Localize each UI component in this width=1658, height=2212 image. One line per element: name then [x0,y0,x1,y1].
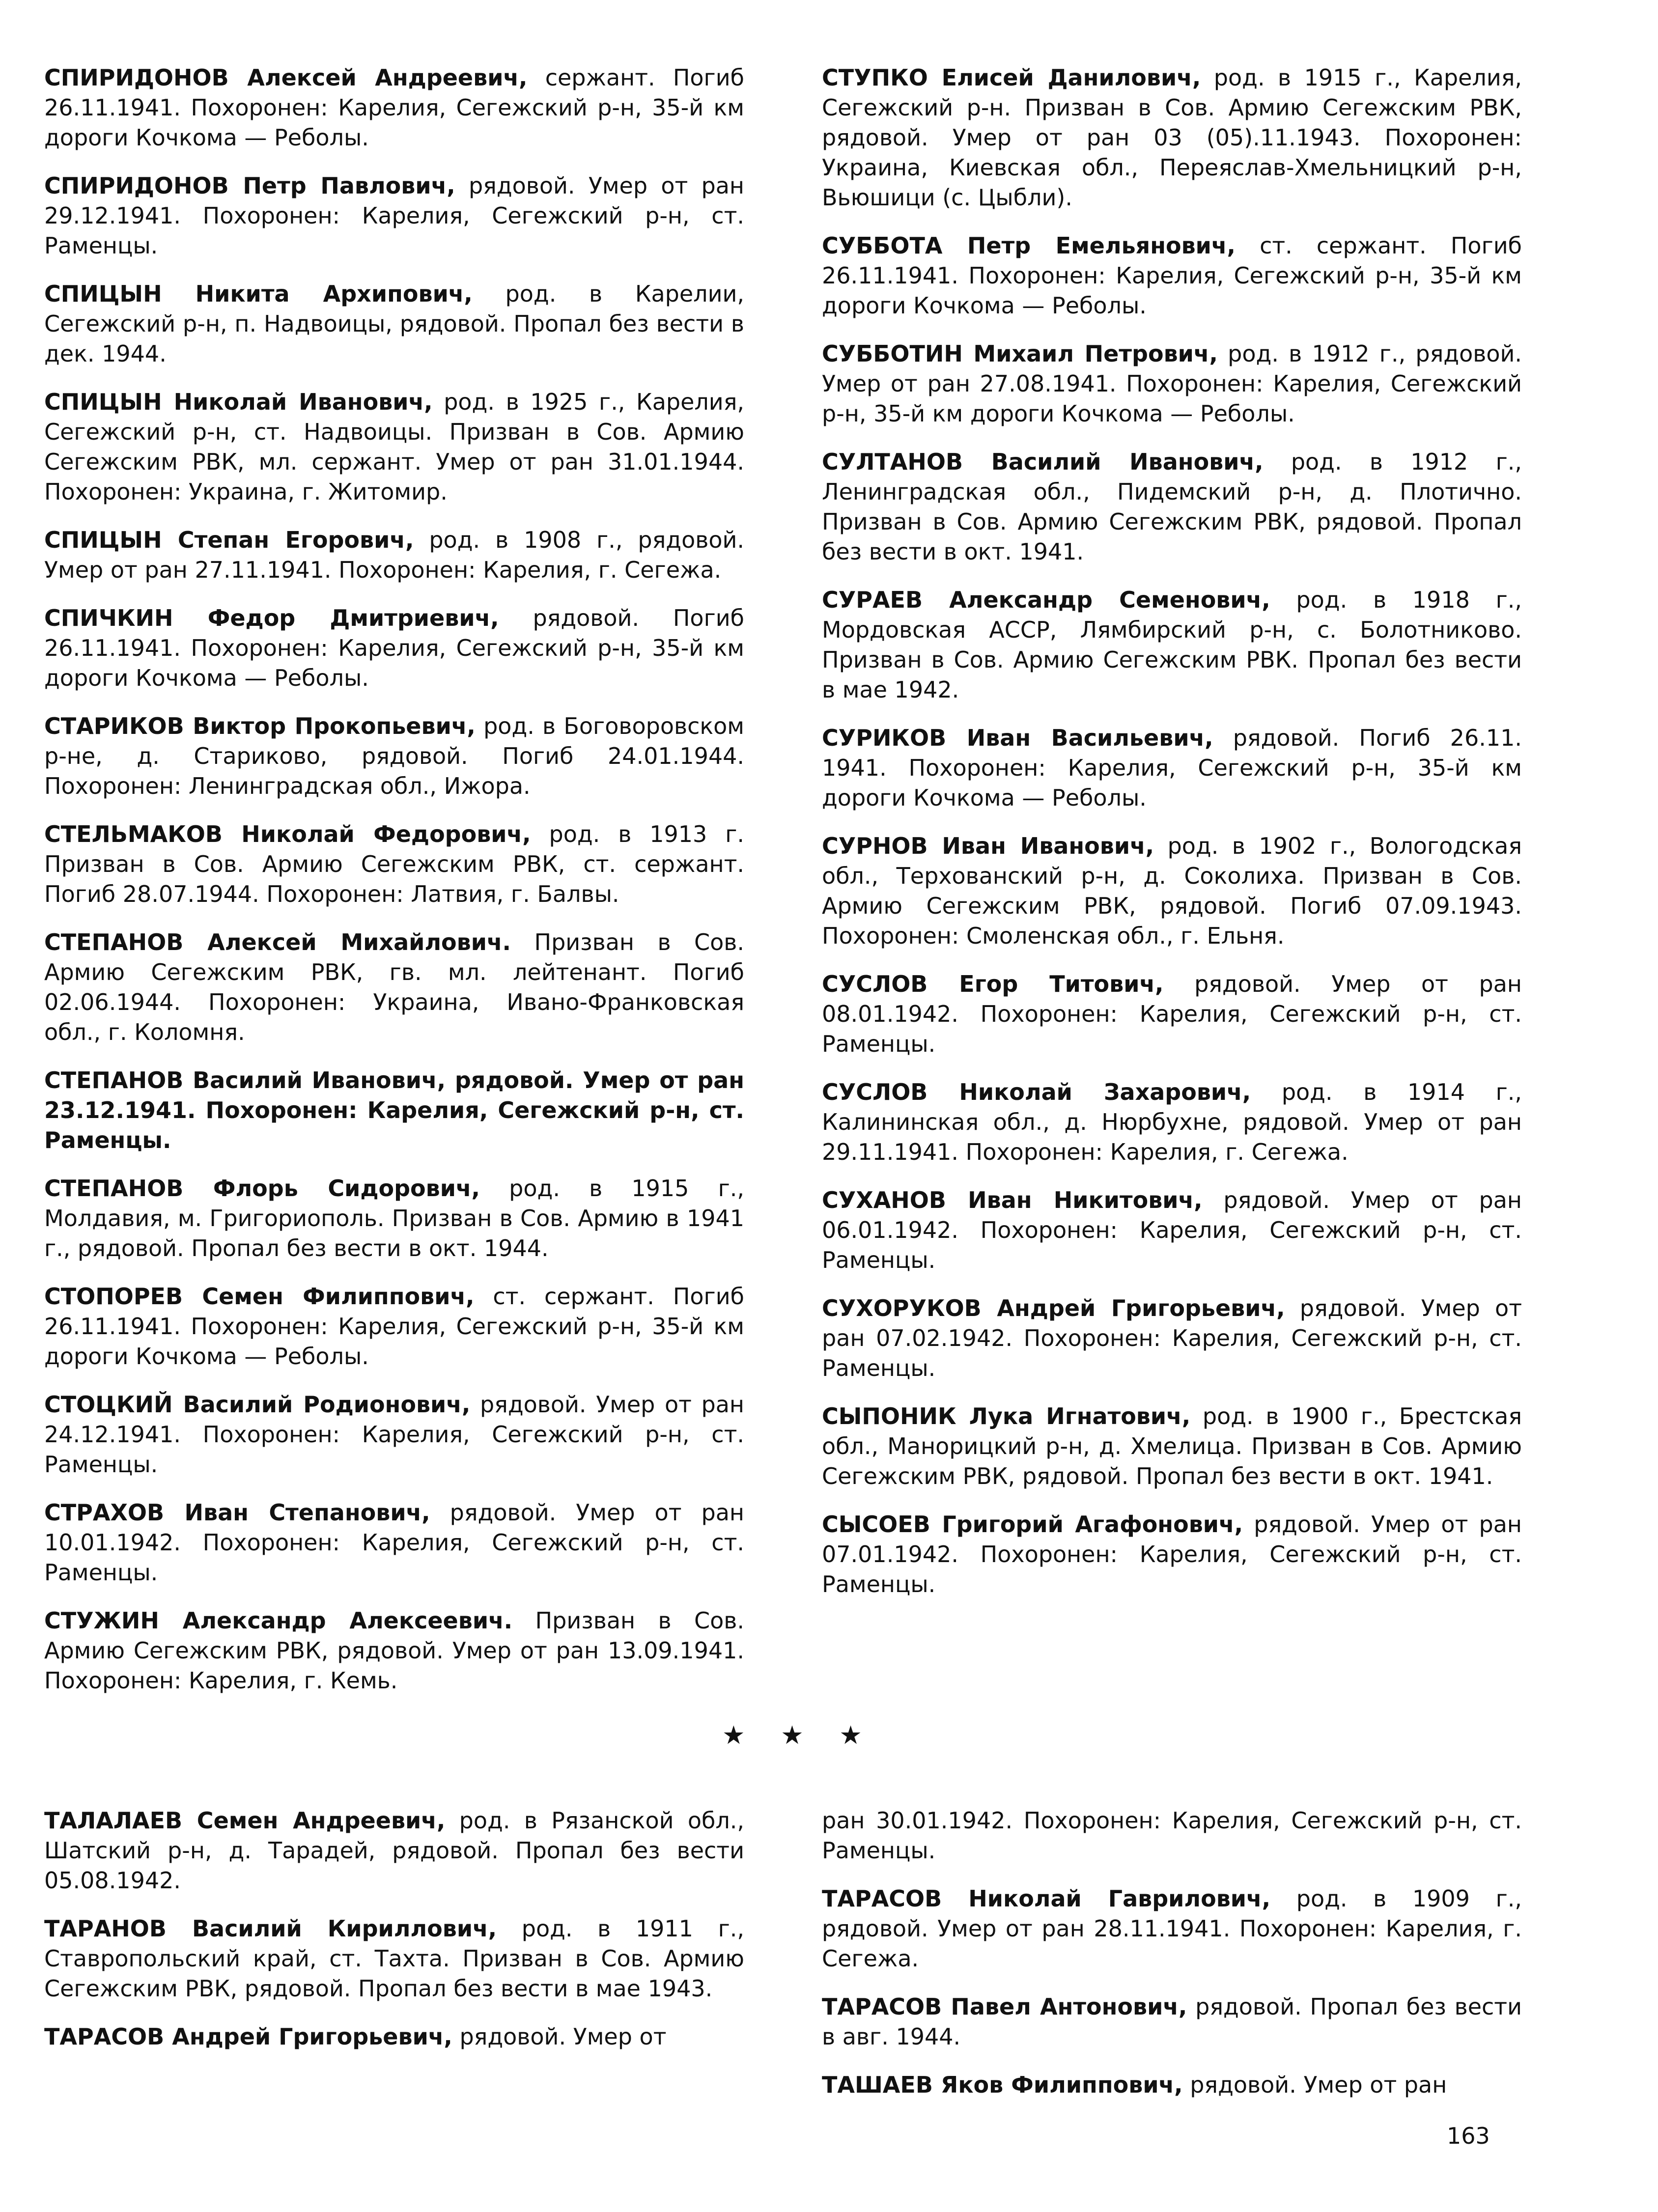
entry-details: род. в 1900 г., Брестская обл., Манорицкий р-н, д. Хмелица. Призван в Сов. Армию Сегежским РВК, рядовой. Пропал без вести в окт. 1941. [822,1403,1522,1489]
memorial-entry [822,1510,1522,1599]
entry-name: СТУЖИН Александр Алексеевич. [44,1607,513,1634]
entry-details: рядовой. Умер от ран 08.01.1942. Похоронен: Карелия, Сегежский р-н, ст. Раменцы. [822,971,1522,1057]
entry-details: род. в Боговоровском р-не, д. Стариково, рядовой. Погиб 24.01.1944. Похоронен: Ленинградская обл., Ижора. [44,713,744,799]
memorial-entry [822,831,1522,951]
memorial-entry [822,1806,1522,1866]
entry-details: род. в Рязанской обл., Шатский р-н, д. Тарадей, рядовой. Пропал без вести 05.08.1942. [44,1807,744,1894]
entry-name: СУББОТА Петр Емельянович, [822,232,1236,259]
memorial-entry [822,339,1522,429]
memorial-entry [822,723,1522,813]
memorial-entry [822,447,1522,567]
entry-details: сержант. Погиб 26.11.1941. Похоронен: Карелия, Сегежский р-н, 35-й км дороги Кочкома — Реболы. [44,64,744,151]
entry-details: род. в 1908 г., рядовой. Умер от ран 27.11.1941. Похоронен: Карелия, г. Сегежа. [44,527,745,583]
memorial-entry [822,585,1522,705]
memorial-entry [44,1498,744,1588]
entry-details: род. в 1915 г., Молдавия, м. Григориополь. Призван в Сов. Армию в 1941 г., рядовой. Пропал без вести в окт. 1944. [44,1175,744,1261]
memorial-entry [44,525,744,585]
memorial-entry [44,63,744,153]
entry-details: род. в 1909 г., рядовой. Умер от ран 28.11.1941. Похоронен: Карелия, г. Сегежа. [822,1885,1522,1972]
section-separator: ★ ★ ★ [722,1721,876,1750]
memorial-entry [44,603,744,693]
memorial-entry [44,2022,744,2052]
entry-name: СПИЦЫН Николай Иванович, [44,389,433,415]
entry-name: СТАРИКОВ Виктор Прокопьевич, [44,713,476,739]
entry-details: род. в 1902 г., Вологодская обл., Терхованский р-н, д. Соколиха. Призван в Сов. Армию Сегежским РВК, рядовой. Погиб 07.09.1943. Похоронен: Смоленская обл., г. Ельня. [822,833,1522,949]
memorial-entry [822,1992,1522,2052]
entry-name: СТЕЛЬМАКОВ Николай Федорович, [44,821,531,847]
memorial-entry [44,171,744,261]
entry-details: ст. сержант. Погиб 26.11.1941. Похоронен: Карелия, Сегежский р-н, 35-й км дороги Кочкома — Реболы. [822,232,1522,319]
memorial-entry [44,387,744,507]
memorial-entry [44,1606,744,1696]
entry-name: ТАЛАЛАЕВ Семен Андреевич, [44,1807,446,1834]
entry-details: рядовой. Умер от ран 07.01.1942. Похоронен: Карелия, Сегежский р-н, ст. Раменцы. [822,1511,1522,1597]
memorial-entry [44,1282,744,1372]
memorial-entry [822,63,1522,213]
bottom-right-column [822,1806,1522,2118]
entry-name: СПИРИДОНОВ Алексей Андреевич, [44,64,528,91]
top-left-column [44,63,744,1714]
entry-details: рядовой. Погиб 26.11. 1941. Похоронен: Карелия, Сегежский р-н, 35-й км дороги Кочкома — Реболы. [822,725,1522,811]
entry-name: СЫСОЕВ Григорий Агафонович, [822,1511,1243,1538]
memorial-entry [822,969,1522,1059]
memorial-entry [44,819,744,909]
entry-name: СУЛТАНОВ Василий Иванович, [822,448,1264,475]
entry-name: ТАШАЕВ Яков Филиппович, [822,2072,1183,2098]
entry-name: СУСЛОВ Николай Захарович, [822,1079,1251,1105]
entry-name: СТЕПАНОВ Алексей Михайлович. [44,929,511,955]
entry-details: рядовой. Умер от ран 06.01.1942. Похоронен: Карелия, Сегежский р-н, ст. Раменцы. [822,1187,1522,1273]
entry-details: род. в Карелии, Сегежский р-н, п. Надвоицы, рядовой. Пропал без вести в дек. 1944. [44,280,744,367]
bottom-left-column [44,1806,744,2070]
entry-details: род. в 1915 г., Карелия, Сегежский р-н. Призван в Сов. Армию Сегежским РВК, рядовой. Умер от ран 03 (05).11.1943. Похоронен: Украина, Киевская обл., Переяслав-Хмельницкий р-н, Вьюшици (с. Цыбли). [822,64,1522,211]
memorial-entry [44,279,744,369]
entry-name: ТАРАСОВ Николай Гаврилович, [822,1885,1271,1912]
entry-details: род. в 1914 г., Калининская обл., д. Нюрбухне, рядовой. Умер от ран 29.11.1941. Похоронен: Карелия, г. Сегежа. [822,1079,1522,1165]
entry-name: СУХОРУКОВ Андрей Григорьевич, [822,1295,1285,1321]
entry-name: СТЕПАНОВ Флорь Сидорович, [44,1175,480,1202]
entry-details: род. в 1913 г. Призван в Сов. Армию Сегежским РВК, ст. сержант. Погиб 28.07.1944. Похоронен: Латвия, г. Балвы. [44,821,744,907]
entry-name: СПИЧКИН Федор Дмитриевич, [44,605,499,631]
memorial-entry [44,1914,744,2004]
memorial-entry [44,1806,744,1896]
entry-name: СУРАЕВ Александр Семенович, [822,587,1270,613]
memorial-entry [822,2070,1522,2100]
entry-name: СУРИКОВ Иван Васильевич, [822,725,1213,751]
entry-name: СТОПОРЕВ Семен Филиппович, [44,1283,475,1310]
memorial-entry [44,927,744,1047]
memorial-entry [822,1401,1522,1491]
entry-name: ТАРАНОВ Василий Кириллович, [44,1915,497,1942]
entry-details: род. в 1911 г., Ставропольский край, ст. Тахта. Призван в Сов. Армию Сегежским РВК, рядовой. Пропал без вести в мае 1943. [44,1915,744,2002]
entry-details: род. в 1925 г., Карелия, Сегежский р-н, ст. Надвоицы. Призван в Сов. Армию Сегежским РВК, мл. сержант. Умер от ран 31.01.1944. Похоронен: Украина, г. Житомир. [44,389,744,505]
memorial-entry [822,1293,1522,1383]
memorial-entry [822,1884,1522,1974]
entry-details: род. в 1912 г., рядовой. Умер от ран 27.08.1941. Похоронен: Карелия, Сегежский р-н, 35-й км дороги Кочкома — Реболы. [822,340,1522,427]
entry-details: ран 30.01.1942. Похоронен: Карелия, Сегежский р-н, ст. Раменцы. [822,1807,1522,1864]
entry-details: рядовой. Умер от ран [1182,2072,1447,2098]
entry-name: ТАРАСОВ Павел Антонович, [822,1993,1187,2020]
entry-details: рядовой. Умер от ран 07.02.1942. Похоронен: Карелия, Сегежский р-н, ст. Раменцы. [822,1295,1522,1381]
entry-name: СПИЦЫН Степан Егорович, [44,527,414,553]
entry-details: Призван в Сов. Армию Сегежским РВК, гв. мл. лейтенант. Погиб 02.06.1944. Похоронен: Украина, Ивано-Франковская обл., г. Коломня. [44,929,744,1045]
entry-name: СЫПОНИК Лука Игнатович, [822,1403,1191,1429]
entry-details: Призван в Сов. Армию Сегежским РВК, рядовой. Умер от ран 13.09.1941. Похоронен: Карелия, г. Кемь. [44,1607,744,1694]
page-number: 163 [1447,2123,1490,2149]
memorial-entry [44,711,744,801]
memorial-entry [822,231,1522,321]
entry-details: рядовой. Умер от [452,2023,667,2050]
entry-details: рядовой. Умер от ран 29.12.1941. Похоронен: Карелия, Сегежский р-н, ст. Раменцы. [44,172,745,259]
memorial-entry [822,1077,1522,1167]
entry-details: рядовой. Умер от ран 24.12.1941. Похоронен: Карелия, Сегежский р-н, ст. Раменцы. [44,1391,744,1478]
entry-name: СТОЦКИЙ Василий Родионович, [44,1391,471,1418]
entry-details: род. в 1912 г., Ленинградская обл., Пидемский р-н, д. Плотично. Призван в Сов. Армию Сегежским РВК, рядовой. Пропал без вести в окт. 1941. [822,448,1522,565]
memorial-entry [822,1185,1522,1275]
entry-name: СУРНОВ Иван Иванович, [822,833,1154,859]
top-right-column [822,63,1522,1618]
entry-name: СПИЦЫН Никита Архипович, [44,280,473,307]
entry-details: рядовой. Пропал без вести в авг. 1944. [822,1993,1522,2050]
entry-name: СТРАХОВ Иван Степанович, [44,1499,430,1526]
entry-details: ст. сержант. Погиб 26.11.1941. Похоронен: Карелия, Сегежский р-н, 35-й км дороги Кочкома — Реболы. [44,1283,744,1370]
entry-name: СТУПКО Елисей Данилович, [822,64,1201,91]
memorial-entry [44,1390,744,1480]
entry-details: род. в 1918 г., Мордовская АССР, Лямбирский р-н, с. Болотниково. Призван в Сов. Армию Сегежским РВК. Пропал без вести в мае 1942. [822,587,1522,703]
memorial-entry [44,1174,744,1263]
entry-details: рядовой. Умер от ран 10.01.1942. Похоронен: Карелия, Сегежский р-н, ст. Раменцы. [44,1499,745,1586]
entry-name: СУББОТИН Михаил Петрович, [822,340,1218,367]
entry-name: СУСЛОВ Егор Титович, [822,971,1164,997]
memorial-entry [44,1065,744,1155]
entry-details: рядовой. Погиб 26.11.1941. Похоронен: Карелия, Сегежский р-н, 35-й км дороги Кочкома — Реболы. [44,605,745,691]
entry-name: СПИРИДОНОВ Петр Павлович, [44,172,455,199]
entry-name: СУХАНОВ Иван Никитович, [822,1187,1203,1213]
entry-name: ТАРАСОВ Андрей Григорьевич, [44,2023,452,2050]
entry-name: СТЕПАНОВ Василий Иванович, рядовой. Умер от ран 23.12.1941. Похоронен: Карелия, Сегежский р-н, ст. Раменцы. [44,1067,744,1153]
